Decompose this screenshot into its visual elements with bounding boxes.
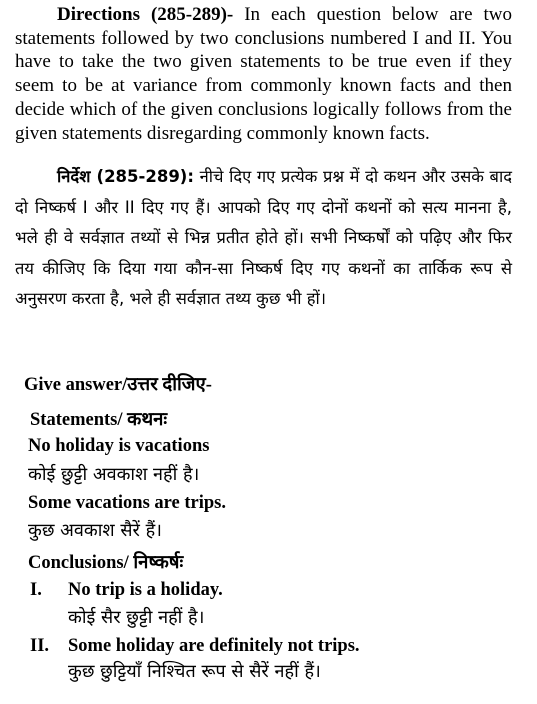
statement-1-english: No holiday is vacations — [28, 436, 210, 456]
give-answer-heading: Give answer/उत्तर दीजिए- — [24, 375, 212, 395]
conclusion-2-english: Some holiday are definitely not trips. — [68, 636, 360, 656]
statement-2-english: Some vacations are trips. — [28, 493, 226, 513]
conclusion-2-hindi: कुछ छुट्टियाँ निश्चित रूप से सैरें नहीं हैं। — [68, 661, 321, 682]
conclusion-1-hindi: कोई सैर छुट्टी नहीं है। — [68, 607, 205, 628]
directions-text-hindi: नीचे दिए गए प्रत्येक प्रश्न में दो कथन और उसके बाद दो निष्कर्ष I और II दिए गए हैं। आपको दिए गए दोनों कथनों को सत्य मानना है, भले ही वे सर्वज्ञात तथ्यों से भिन्न प्रतीत होते हों। सभी निष्कर्षों को पढ़िए और फिर तय कीजिए कि दिया गया कौन-सा निष्कर्ष दिए गए कथनों का तार्किक रूप से अनुसरण करता है, भले ही सर्वज्ञात तथ्य कुछ भी हों। — [15, 167, 512, 309]
directions-label: Directions (285-289)- — [57, 4, 234, 25]
conclusion-2-number: II. — [30, 636, 50, 656]
statements-heading: Statements/ कथनः — [30, 410, 168, 430]
conclusion-1-number: I. — [30, 580, 42, 600]
directions-label-hindi: निर्देश (285-289): — [57, 167, 194, 186]
statement-1-hindi: कोई छुट्टी अवकाश नहीं है। — [28, 464, 200, 485]
directions-text: In each question below are two statements followed by two conclusions numbered I and II. You have to take the two given statements to be true even if they seem to be at variance from commonly known facts and then decide which of the given conclusions logically follows from the given statements disregarding commonly known facts. — [15, 4, 512, 144]
conclusions-heading: Conclusions/ निष्कर्षः — [28, 553, 184, 573]
statement-2-hindi: कुछ अवकाश सैरें हैं। — [28, 520, 163, 541]
conclusion-1-english: No trip is a holiday. — [68, 580, 223, 600]
